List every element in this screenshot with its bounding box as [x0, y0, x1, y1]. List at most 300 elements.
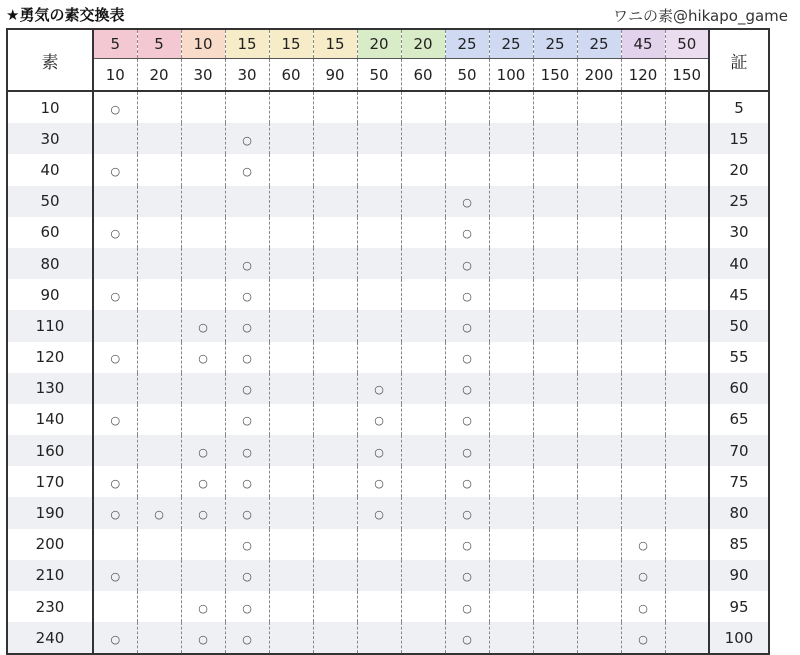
table-row — [7, 310, 769, 341]
cost-header-cell: 50 — [665, 29, 709, 59]
reward-header-cell: 90 — [313, 59, 357, 92]
table-cell — [357, 435, 401, 466]
table-cell — [269, 310, 313, 341]
table-cell — [313, 342, 357, 373]
table-cell — [269, 622, 313, 654]
table-cell — [489, 186, 533, 217]
cost-header-cell: 45 — [621, 29, 665, 59]
table-cell — [577, 560, 621, 591]
table-cell — [533, 342, 577, 373]
check-mark: ○ — [110, 414, 121, 428]
table-cell — [533, 466, 577, 497]
sho-value-cell: 45 — [709, 279, 769, 310]
table-cell — [93, 435, 137, 466]
check-mark: ○ — [110, 476, 121, 490]
table-cell — [401, 91, 445, 123]
table-cell — [181, 123, 225, 154]
credit-label: ワニの素@hikapo_game — [612, 7, 788, 25]
cost-header-cell: 15 — [225, 29, 269, 59]
check-mark: ○ — [242, 601, 252, 615]
check-mark: ○ — [242, 320, 252, 334]
table-cell — [489, 529, 533, 560]
table-cell — [621, 186, 665, 217]
table-cell — [313, 373, 357, 404]
table-row — [7, 591, 769, 622]
table-cell — [621, 373, 665, 404]
table-cell — [445, 91, 489, 123]
table-cell — [401, 154, 445, 185]
table-cell — [577, 466, 621, 497]
table-row — [7, 466, 769, 497]
check-mark: ○ — [242, 352, 252, 366]
reward-header-cell: 100 — [489, 59, 533, 92]
table-cell — [357, 248, 401, 279]
table-cell — [357, 497, 401, 528]
table-cell — [137, 123, 181, 154]
check-mark: ○ — [374, 445, 384, 459]
table-cell — [621, 529, 665, 560]
table-cell — [533, 91, 577, 123]
table-cell — [313, 310, 357, 341]
table-cell — [445, 591, 489, 622]
table-cell — [665, 217, 709, 248]
table-cell — [313, 591, 357, 622]
check-mark: ○ — [462, 320, 472, 334]
sho-value-cell: 75 — [709, 466, 769, 497]
table-row — [7, 186, 769, 217]
reward-header-cell: 150 — [665, 59, 709, 92]
table-cell — [137, 91, 181, 123]
table-cell — [621, 279, 665, 310]
reward-header-cell: 50 — [357, 59, 401, 92]
table-cell — [225, 529, 269, 560]
table-cell — [445, 248, 489, 279]
table-cell — [357, 217, 401, 248]
table-cell — [445, 373, 489, 404]
sho-value-cell: 90 — [709, 560, 769, 591]
table-cell — [313, 279, 357, 310]
table-cell — [401, 123, 445, 154]
table-cell — [137, 373, 181, 404]
table-cell — [269, 435, 313, 466]
cost-header-cell: 5 — [93, 29, 137, 59]
table-row — [7, 373, 769, 404]
check-mark: ○ — [462, 383, 472, 397]
table-cell — [313, 91, 357, 123]
check-mark: ○ — [198, 508, 208, 522]
table-cell — [225, 248, 269, 279]
table-cell — [269, 123, 313, 154]
table-cell — [137, 560, 181, 591]
check-mark: ○ — [110, 164, 121, 178]
check-mark: ○ — [242, 164, 252, 178]
so-value-cell: 120 — [7, 342, 93, 373]
table-cell — [621, 435, 665, 466]
table-cell — [621, 217, 665, 248]
table-cell — [533, 248, 577, 279]
table-cell — [137, 154, 181, 185]
exchange-table-body — [7, 91, 769, 654]
table-cell — [181, 529, 225, 560]
table-cell — [93, 497, 137, 528]
check-mark: ○ — [242, 258, 252, 272]
table-cell — [665, 560, 709, 591]
exchange-table — [6, 28, 770, 655]
table-cell — [137, 279, 181, 310]
table-cell — [489, 154, 533, 185]
table-cell — [665, 310, 709, 341]
table-cell — [93, 622, 137, 654]
check-mark: ○ — [198, 320, 208, 334]
table-cell — [401, 529, 445, 560]
check-mark: ○ — [462, 196, 472, 210]
table-cell — [93, 404, 137, 435]
sho-value-cell: 100 — [709, 622, 769, 654]
table-cell — [137, 529, 181, 560]
cost-header-cell: 25 — [445, 29, 489, 59]
sho-value-cell: 15 — [709, 123, 769, 154]
table-cell — [533, 217, 577, 248]
table-cell — [621, 248, 665, 279]
table-cell — [357, 373, 401, 404]
table-cell — [489, 591, 533, 622]
reward-header-cell: 150 — [533, 59, 577, 92]
table-cell — [313, 404, 357, 435]
table-cell — [93, 123, 137, 154]
table-cell — [93, 154, 137, 185]
reward-header-cell: 20 — [137, 59, 181, 92]
so-value-cell: 160 — [7, 435, 93, 466]
so-value-cell: 140 — [7, 404, 93, 435]
so-value-cell: 110 — [7, 310, 93, 341]
table-cell — [577, 186, 621, 217]
table-cell — [533, 404, 577, 435]
table-cell — [357, 342, 401, 373]
table-cell — [313, 248, 357, 279]
check-mark: ○ — [198, 445, 208, 459]
table-cell — [445, 342, 489, 373]
table-cell — [489, 497, 533, 528]
table-cell — [181, 186, 225, 217]
check-mark: ○ — [462, 476, 472, 490]
table-cell — [445, 435, 489, 466]
table-cell — [225, 91, 269, 123]
table-cell — [357, 91, 401, 123]
table-cell — [181, 91, 225, 123]
table-cell — [445, 560, 489, 591]
table-cell — [401, 497, 445, 528]
table-cell — [489, 310, 533, 341]
so-value-cell: 40 — [7, 154, 93, 185]
table-cell — [665, 529, 709, 560]
table-cell — [93, 310, 137, 341]
table-cell — [577, 279, 621, 310]
cost-header-cell: 25 — [533, 29, 577, 59]
table-cell — [225, 435, 269, 466]
check-mark: ○ — [462, 570, 472, 584]
table-cell — [401, 186, 445, 217]
table-cell — [401, 342, 445, 373]
table-cell — [225, 310, 269, 341]
cost-header-cell: 25 — [577, 29, 621, 59]
table-cell — [137, 497, 181, 528]
table-cell — [225, 404, 269, 435]
table-cell — [357, 466, 401, 497]
sho-value-cell: 70 — [709, 435, 769, 466]
table-cell — [445, 310, 489, 341]
table-cell — [137, 248, 181, 279]
table-cell — [181, 404, 225, 435]
table-cell — [533, 186, 577, 217]
table-cell — [313, 186, 357, 217]
table-cell — [181, 373, 225, 404]
table-cell — [93, 591, 137, 622]
check-mark: ○ — [462, 445, 472, 459]
cost-header-cell: 15 — [313, 29, 357, 59]
table-row — [7, 435, 769, 466]
check-mark: ○ — [242, 508, 252, 522]
table-cell — [93, 373, 137, 404]
check-mark: ○ — [374, 383, 384, 397]
so-value-cell: 50 — [7, 186, 93, 217]
table-cell — [665, 154, 709, 185]
table-cell — [401, 248, 445, 279]
table-cell — [665, 342, 709, 373]
table-cell — [401, 310, 445, 341]
table-cell — [181, 591, 225, 622]
table-cell — [93, 248, 137, 279]
sho-value-cell: 20 — [709, 154, 769, 185]
table-cell — [401, 466, 445, 497]
table-cell — [445, 123, 489, 154]
table-row — [7, 529, 769, 560]
table-cell — [401, 279, 445, 310]
reward-header-cell: 30 — [181, 59, 225, 92]
check-mark: ○ — [462, 352, 472, 366]
table-cell — [225, 279, 269, 310]
table-cell — [93, 560, 137, 591]
table-cell — [577, 342, 621, 373]
table-cell — [489, 217, 533, 248]
cost-header-row — [7, 29, 769, 59]
table-row — [7, 154, 769, 185]
table-cell — [269, 279, 313, 310]
check-mark: ○ — [462, 289, 472, 303]
table-cell — [401, 622, 445, 654]
table-cell — [445, 154, 489, 185]
table-cell — [665, 622, 709, 654]
table-cell — [489, 560, 533, 591]
table-cell — [621, 342, 665, 373]
table-cell — [93, 217, 137, 248]
table-cell — [225, 591, 269, 622]
check-mark: ○ — [198, 352, 208, 366]
check-mark: ○ — [110, 508, 121, 522]
sho-value-cell: 40 — [709, 248, 769, 279]
check-mark: ○ — [110, 570, 121, 584]
table-cell — [225, 154, 269, 185]
so-value-cell: 240 — [7, 622, 93, 654]
table-cell — [269, 91, 313, 123]
sho-value-cell: 55 — [709, 342, 769, 373]
check-mark: ○ — [462, 601, 472, 615]
check-mark: ○ — [462, 258, 472, 272]
table-cell — [577, 310, 621, 341]
table-cell — [225, 622, 269, 654]
table-cell — [225, 217, 269, 248]
table-cell — [445, 466, 489, 497]
check-mark: ○ — [242, 414, 252, 428]
reward-header-row — [7, 59, 769, 92]
table-cell — [269, 373, 313, 404]
table-row — [7, 342, 769, 373]
table-cell — [225, 186, 269, 217]
table-cell — [533, 591, 577, 622]
table-cell — [665, 435, 709, 466]
table-cell — [577, 217, 621, 248]
table-cell — [93, 466, 137, 497]
table-cell — [445, 622, 489, 654]
table-cell — [665, 497, 709, 528]
table-cell — [577, 497, 621, 528]
table-row — [7, 622, 769, 654]
table-cell — [137, 466, 181, 497]
table-cell — [269, 404, 313, 435]
table-cell — [137, 591, 181, 622]
check-mark: ○ — [462, 508, 472, 522]
so-value-cell: 90 — [7, 279, 93, 310]
table-cell — [313, 466, 357, 497]
table-cell — [269, 560, 313, 591]
check-mark: ○ — [462, 632, 472, 646]
table-cell — [621, 123, 665, 154]
table-cell — [577, 248, 621, 279]
sho-value-cell: 25 — [709, 186, 769, 217]
so-value-cell: 230 — [7, 591, 93, 622]
table-cell — [137, 217, 181, 248]
table-cell — [665, 373, 709, 404]
table-cell — [181, 342, 225, 373]
table-cell — [269, 529, 313, 560]
so-value-cell: 210 — [7, 560, 93, 591]
table-cell — [269, 248, 313, 279]
sho-value-cell: 65 — [709, 404, 769, 435]
table-cell — [137, 622, 181, 654]
reward-header-cell: 200 — [577, 59, 621, 92]
table-row — [7, 404, 769, 435]
table-cell — [621, 466, 665, 497]
check-mark: ○ — [242, 570, 252, 584]
table-cell — [313, 622, 357, 654]
so-value-cell: 60 — [7, 217, 93, 248]
table-cell — [181, 279, 225, 310]
table-cell — [137, 435, 181, 466]
table-cell — [93, 342, 137, 373]
table-cell — [225, 123, 269, 154]
table-cell — [489, 342, 533, 373]
table-cell — [445, 529, 489, 560]
table-cell — [137, 310, 181, 341]
table-cell — [357, 560, 401, 591]
page-title: ★勇気の素交換表 — [6, 6, 125, 24]
so-value-cell: 130 — [7, 373, 93, 404]
table-cell — [621, 591, 665, 622]
cost-header-cell: 5 — [137, 29, 181, 59]
reward-header-cell: 50 — [445, 59, 489, 92]
table-cell — [489, 123, 533, 154]
table-cell — [577, 591, 621, 622]
table-cell — [401, 373, 445, 404]
table-cell — [137, 342, 181, 373]
table-cell — [93, 279, 137, 310]
so-value-cell: 80 — [7, 248, 93, 279]
table-cell — [93, 91, 137, 123]
table-cell — [489, 248, 533, 279]
table-cell — [357, 123, 401, 154]
table-cell — [313, 529, 357, 560]
table-cell — [621, 622, 665, 654]
table-cell — [181, 435, 225, 466]
table-cell — [401, 217, 445, 248]
check-mark: ○ — [242, 445, 252, 459]
table-cell — [621, 310, 665, 341]
table-cell — [181, 217, 225, 248]
sho-value-cell: 50 — [709, 310, 769, 341]
table-cell — [533, 373, 577, 404]
sho-value-cell: 60 — [709, 373, 769, 404]
check-mark: ○ — [638, 601, 648, 615]
table-cell — [225, 466, 269, 497]
table-cell — [445, 186, 489, 217]
table-row — [7, 279, 769, 310]
table-cell — [357, 529, 401, 560]
sho-column-header: 証 — [709, 29, 769, 91]
table-cell — [401, 404, 445, 435]
table-cell — [577, 91, 621, 123]
table-cell — [665, 123, 709, 154]
check-mark: ○ — [198, 601, 208, 615]
so-value-cell: 170 — [7, 466, 93, 497]
table-cell — [489, 622, 533, 654]
table-cell — [489, 279, 533, 310]
table-cell — [533, 560, 577, 591]
table-cell — [137, 404, 181, 435]
check-mark: ○ — [462, 227, 472, 241]
table-cell — [225, 373, 269, 404]
check-mark: ○ — [110, 632, 121, 646]
check-mark: ○ — [242, 133, 252, 147]
table-cell — [357, 279, 401, 310]
check-mark: ○ — [198, 476, 208, 490]
table-cell — [181, 154, 225, 185]
check-mark: ○ — [154, 508, 164, 522]
table-cell — [665, 404, 709, 435]
table-cell — [269, 154, 313, 185]
sho-value-cell: 80 — [709, 497, 769, 528]
table-cell — [225, 497, 269, 528]
table-cell — [577, 435, 621, 466]
table-cell — [313, 560, 357, 591]
check-mark: ○ — [110, 289, 121, 303]
cost-header-cell: 25 — [489, 29, 533, 59]
cost-header-cell: 20 — [401, 29, 445, 59]
check-mark: ○ — [242, 289, 252, 303]
table-cell — [269, 466, 313, 497]
sho-value-cell: 5 — [709, 91, 769, 123]
table-cell — [489, 404, 533, 435]
table-cell — [313, 435, 357, 466]
so-value-cell: 190 — [7, 497, 93, 528]
